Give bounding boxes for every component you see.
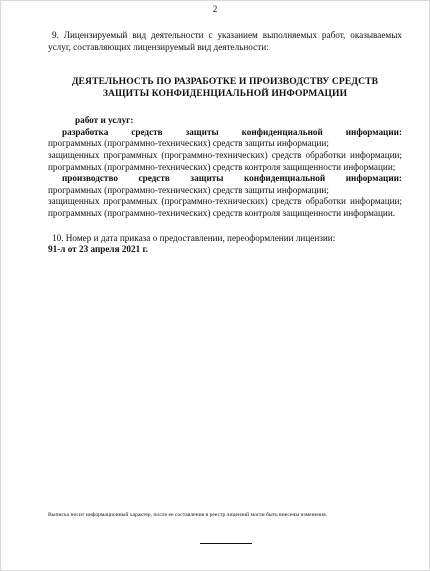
activity-heading: ДЕЯТЕЛЬНОСТЬ ПО РАЗРАБОТКЕ И ПРОИЗВОДСТВУ СРЕДСТВ ЗАЩИТЫ КОНФИДЕНЦИАЛЬНОЙ ИНФОРМАЦИИ: [71, 76, 379, 100]
works-group-development: [48, 127, 402, 173]
footnote: Выписка носит информационный характер, после ее составления в реестр лицензий могли быть внесены изменения.: [48, 512, 328, 518]
works-label: работ и услуг:: [75, 115, 134, 126]
section-9-text: 9. Лицензируемый вид деятельности с указанием выполняемых работ, оказываемых услуг, составляющих лицензируемый вид деятельности:: [48, 30, 402, 52]
list-item: программных (программно-технических) средств защиты информации;: [48, 184, 329, 195]
page-number: 2: [212, 4, 218, 14]
section-10-text: 10. Номер и дата приказа о предоставлении, переоформлении лицензии:: [52, 232, 336, 243]
list-item: защищенных программных (программно-технических) средств обработки информации; программных (программно-технических) средств контроля защищенности информации;: [48, 149, 402, 172]
signature-rule: [200, 543, 252, 544]
list-item: программных (программно-технических) средств защиты информации;: [48, 138, 329, 149]
section-10: [48, 233, 402, 256]
group-title-development: разработка средств защиты конфиденциальной информации:: [62, 126, 402, 137]
group-title-production: производство средств защиты конфиденциальной информации:: [62, 173, 402, 184]
order-number-date: 91-л от 23 апреля 2021 г.: [48, 244, 148, 255]
document-body: [48, 30, 402, 256]
works-group-production: [48, 173, 402, 219]
list-item: защищенных программных (программно-технических) средств обработки информации; программных (программно-технических) средств контроля защищенности информации.: [48, 196, 402, 218]
